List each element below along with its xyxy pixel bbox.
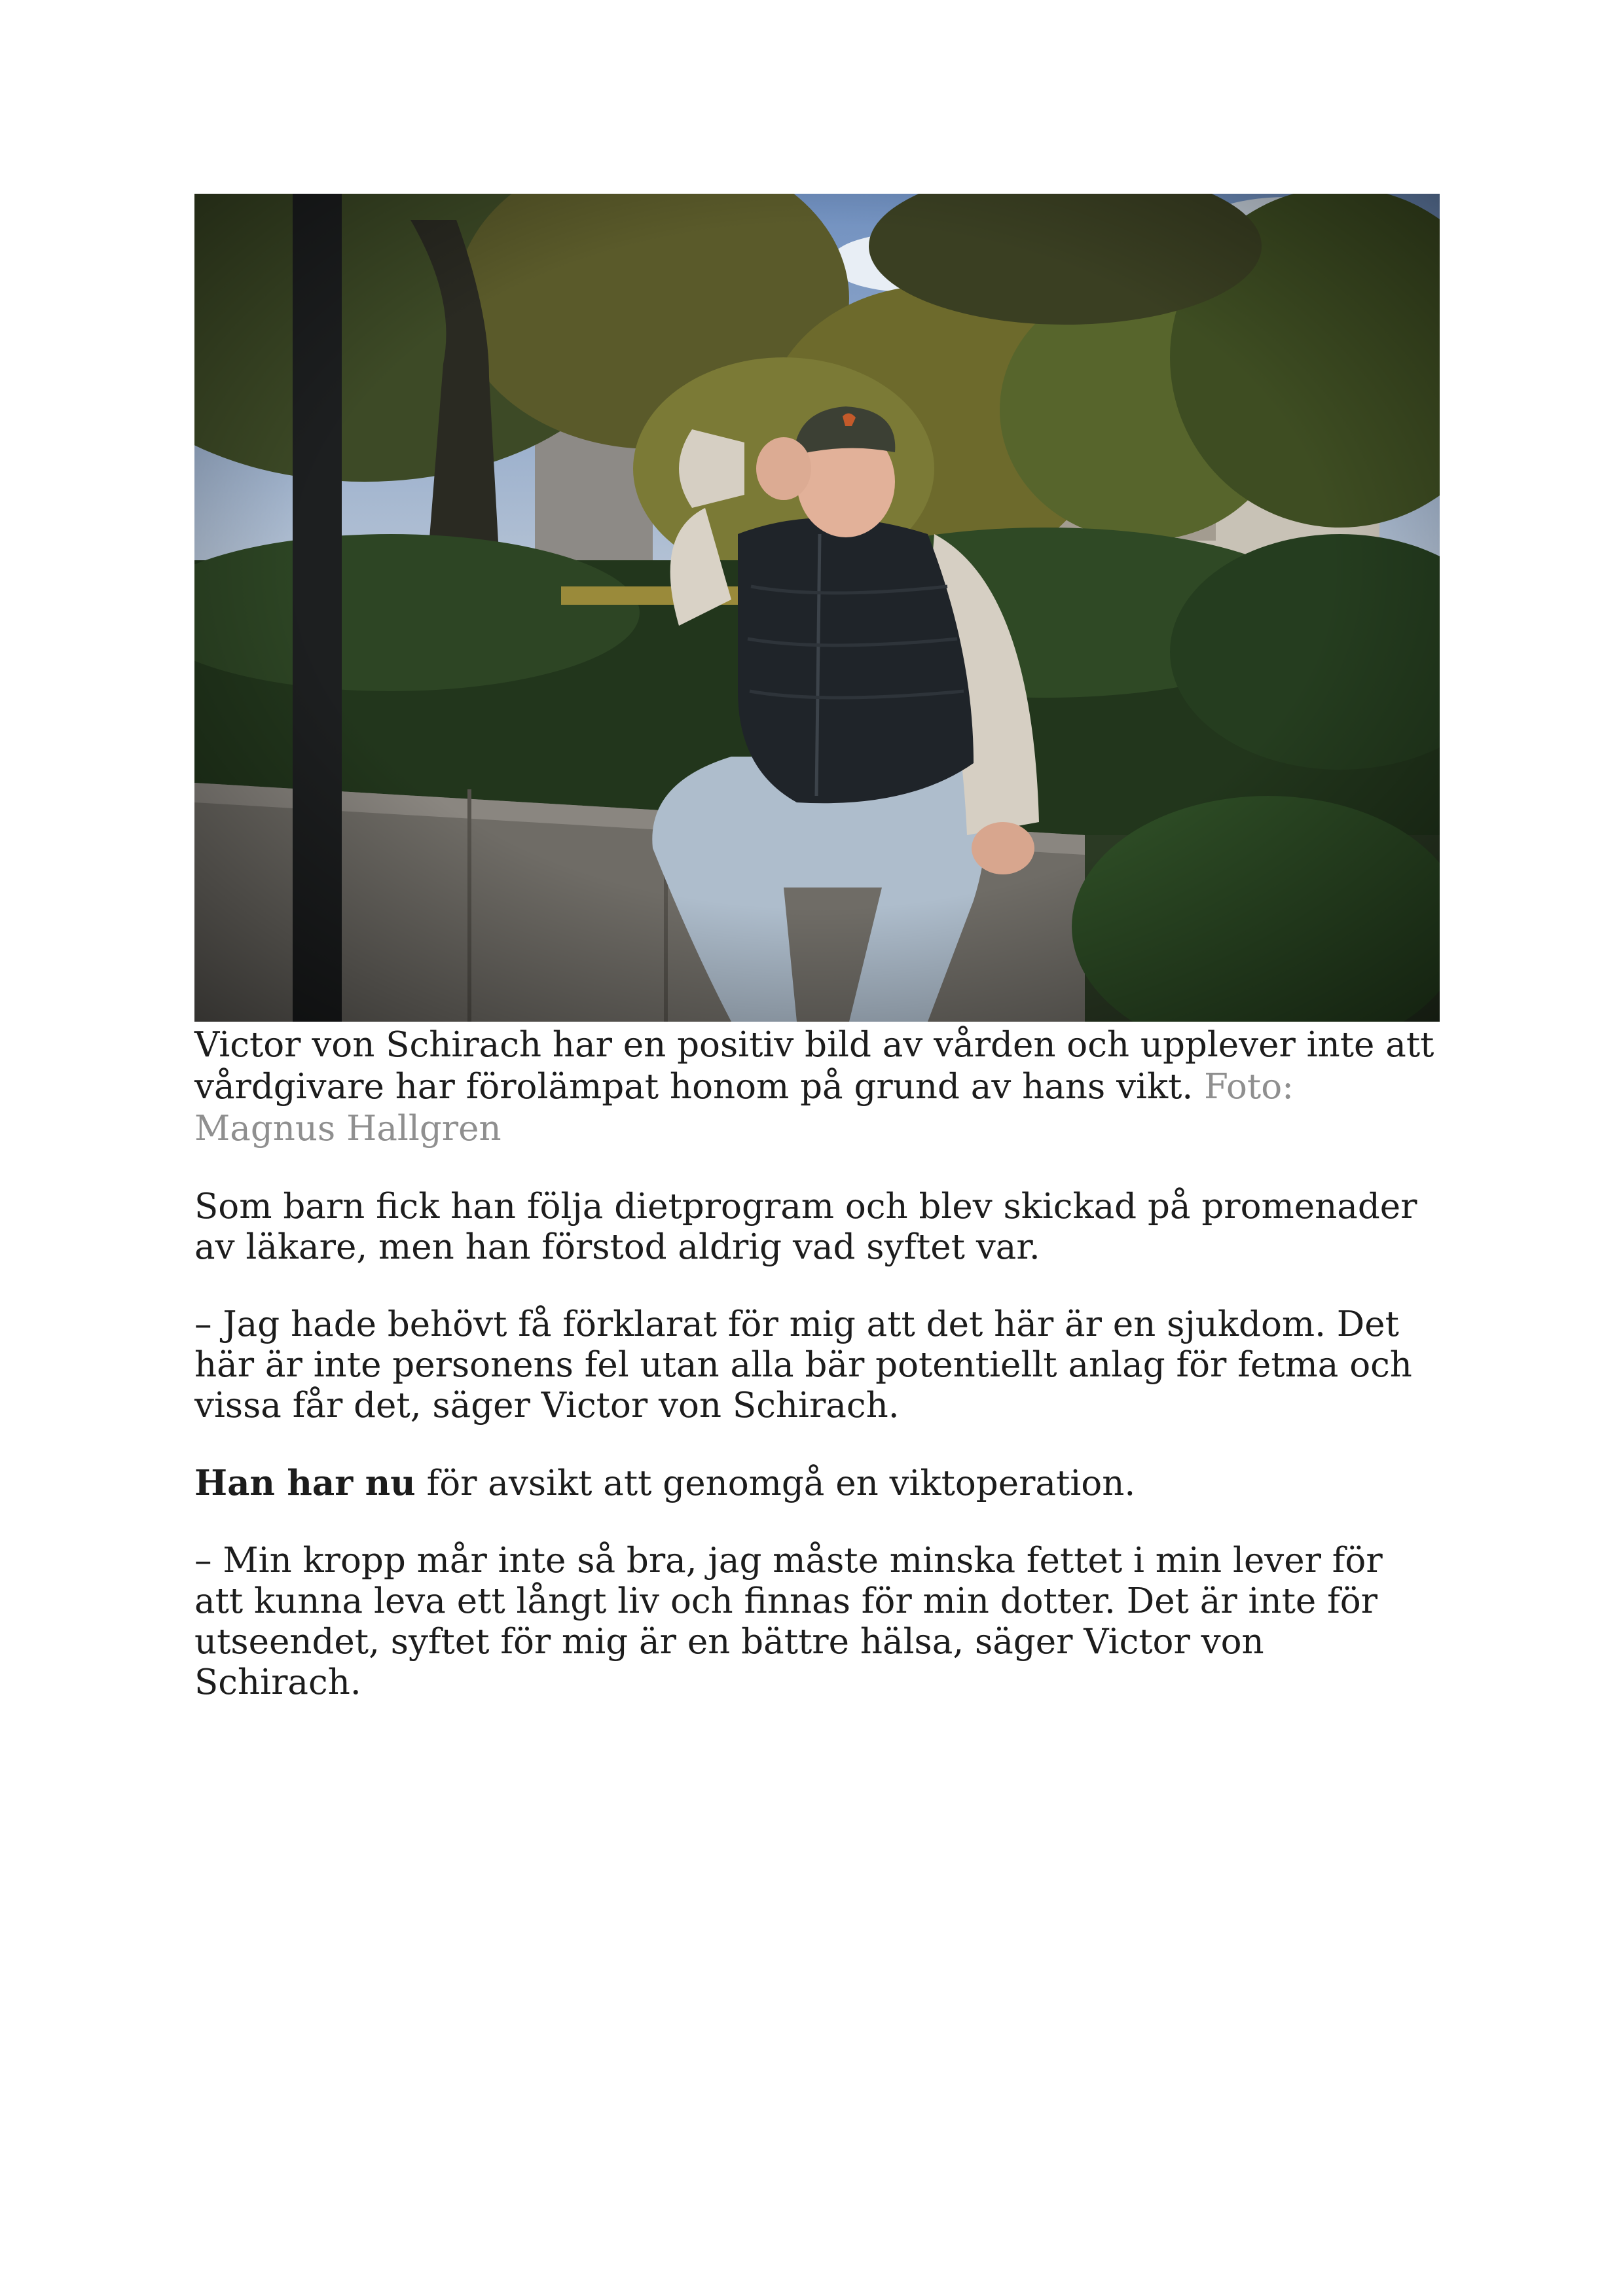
paragraph-2: – Jag hade behövt få förklarat för mig att det här är en sjukdom. Det här är inte personens fel utan alla bär potentiellt anlag för fetma och vissa får det, säger Victor von Schirach. xyxy=(194,1304,1412,1426)
paragraph-3 xyxy=(194,1463,1440,1504)
photo-caption xyxy=(194,1024,1440,1150)
paragraph-4: – Min kropp mår inte så bra, jag måste minska fettet i min lever för att kunna leva ett långt liv och finnas för min dotter. Det är inte för utseendet, syftet för mig är en bättre hälsa, säger Victor von Schirach. xyxy=(194,1541,1383,1702)
paragraph-3-lead: Han har nu xyxy=(194,1463,416,1503)
caption-text: Victor von Schirach har en positiv bild av vården och upplever inte att vårdgivare har förolämpat honom på grund av hans vikt. xyxy=(194,1025,1434,1107)
article-photo xyxy=(194,194,1440,1022)
article-page xyxy=(194,194,1440,1703)
paragraph-1: Som barn fick han följa dietprogram och blev skickad på promenader av läkare, men han förstod aldrig vad syftet var. xyxy=(194,1187,1417,1267)
photo-credit: Foto: Magnus Hallgren xyxy=(194,1067,1294,1149)
park-portrait-image xyxy=(194,194,1440,1022)
paragraph-3-text: för avsikt att genomgå en viktoperation. xyxy=(415,1463,1136,1503)
